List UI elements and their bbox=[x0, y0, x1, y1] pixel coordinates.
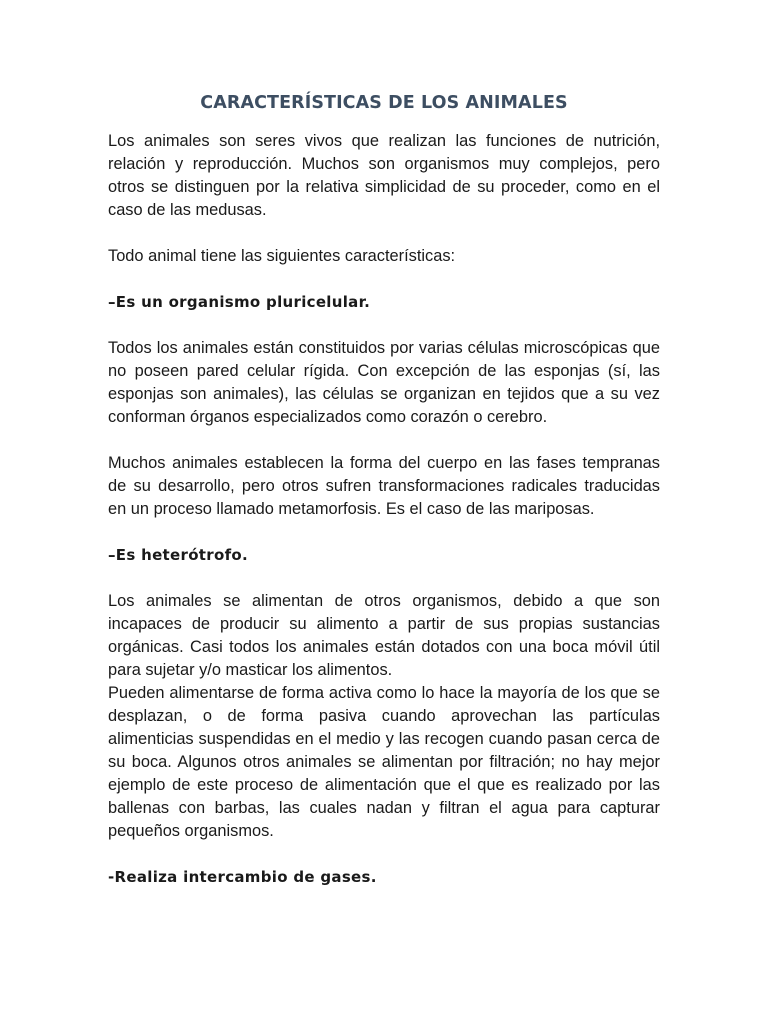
section2-paragraph-1: Los animales se alimentan de otros organismos, debido a que son incapaces de producir su alimento a partir de sus propias sustancias orgánicas. Casi todos los animales están dotados con una boca móvil útil para sujetar y/o masticar los alimentos. bbox=[108, 592, 660, 679]
section-heading-intercambio-gases: -Realiza intercambio de gases. bbox=[108, 868, 377, 886]
section-heading-heterotrofo: –Es heterótrofo. bbox=[108, 546, 248, 564]
section1-paragraph-1: Todos los animales están constituidos por varias células microscópicas que no poseen pared celular rígida. Con excepción de las esponjas (sí, las esponjas son animales), las células se organizan en tejidos que a su vez conforman órganos especializados como corazón o cerebro. bbox=[108, 339, 660, 426]
intro-paragraph: Los animales son seres vivos que realizan las funciones de nutrición, relación y reproducción. Muchos son organismos muy complejos, pero otros se distinguen por la relativa simplicidad de su proceder, como en el caso de las medusas. bbox=[108, 132, 660, 219]
document-page bbox=[108, 88, 660, 889]
section-heading-pluricelular: –Es un organismo pluricelular. bbox=[108, 293, 371, 311]
document-title: CARACTERÍSTICAS DE LOS ANIMALES bbox=[200, 93, 568, 113]
section2-paragraph-2: Pueden alimentarse de forma activa como lo hace la mayoría de los que se desplazan, o de forma pasiva cuando aprovechan las partículas alimenticias suspendidas en el medio y las recogen cuando pasan cerca de su boca. Algunos otros animales se alimentan por filtración; no hay mejor ejemplo de este proceso de alimentación que el que es realizado por las ballenas con barbas, las cuales nadan y filtran el agua para capturar pequeños organismos. bbox=[108, 684, 660, 840]
lead-paragraph: Todo animal tiene las siguientes características: bbox=[108, 247, 456, 265]
section1-paragraph-2: Muchos animales establecen la forma del cuerpo en las fases tempranas de su desarrollo, pero otros sufren transformaciones radicales traducidas en un proceso llamado metamorfosis. Es el caso de las mariposas. bbox=[108, 454, 660, 518]
